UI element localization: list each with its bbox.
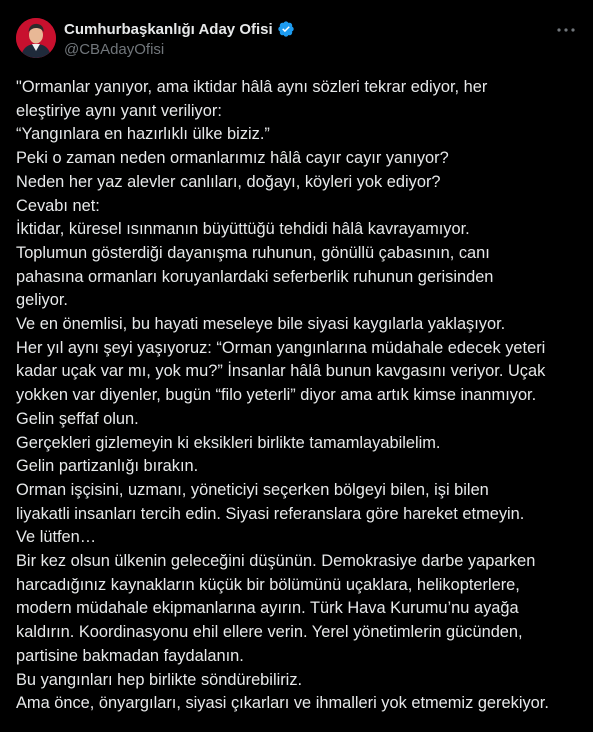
verified-badge-icon xyxy=(277,20,295,38)
tweet-text-line: Her yıl aynı şeyi yaşıyoruz: “Orman yangınlarına müdahale edecek yeteri xyxy=(16,338,546,357)
tweet-text-line: eleştiriye aynı yanıt veriliyor: xyxy=(16,101,222,120)
author-display-name[interactable]: Cumhurbaşkanlığı Aday Ofisi xyxy=(64,20,273,38)
tweet-text-line: Ve lütfen… xyxy=(16,528,97,547)
tweet-text-line: Gerçekleri gizlemeyin ki eksikleri birlikte tamamlayabilelim. xyxy=(16,433,441,452)
more-options-icon[interactable] xyxy=(555,20,577,40)
tweet-text-line: modern müdahale ekipmanlarına ayırın. Türk Hava Kurumu’nu ayağa xyxy=(16,599,519,618)
tweet-text-line: kaldırın. Koordinasyonu ehil ellere verin. Yerel yönetimlerin gücünden, xyxy=(16,623,523,642)
tweet-text-line: liyakatli insanları tercih edin. Siyasi referanslara göre hareket etmeyin. xyxy=(16,504,525,523)
tweet-text-line: İktidar, küresel ısınmanın büyüttüğü tehdidi hâlâ kavrayamıyor. xyxy=(16,220,470,239)
tweet-text-line: geliyor. xyxy=(16,291,68,310)
tweet-text-line: Toplumun gösterdiği dayanışma ruhunun, gönüllü çabasının, canı xyxy=(16,243,490,262)
tweet-text-line: “Yangınlara en hazırlıklı ülke biziz.” xyxy=(16,125,270,144)
tweet-text-line: Gelin partizanlığı bırakın. xyxy=(16,457,199,476)
tweet-text-line: Ve en önemlisi, bu hayati meseleye bile siyasi kaygılarla yaklaşıyor. xyxy=(16,315,506,334)
tweet-text-line: "Ormanlar yanıyor, ama iktidar hâlâ aynı sözleri tekrar ediyor, her xyxy=(16,78,488,96)
tweet-text-line: Ama önce, önyargıları, siyasi çıkarları ve ihmalleri yok etmemiz gerekiyor. xyxy=(16,694,549,713)
tweet-text-line: kadar uçak var mı, yok mu?” İnsanlar hâlâ bunun kavgasını veriyor. Uçak xyxy=(16,362,546,381)
tweet-text-line: pahasına ormanları koruyanlardaki seferberlik ruhunun gerisinden xyxy=(16,267,494,286)
tweet-header xyxy=(16,14,577,62)
tweet-text-line: Bir kez olsun ülkenin geleceğini düşünün. Demokrasiye darbe yaparken xyxy=(16,552,536,571)
tweet-text-line: Peki o zaman neden ormanlarımız hâlâ cayır cayır yanıyor? xyxy=(16,149,449,168)
author-block xyxy=(64,19,295,58)
tweet-text-line: yokken var diyenler, bugün “filo yeterli” diyor ama artık kimse inanmıyor. xyxy=(16,386,537,405)
tweet-text-line: Cevabı net: xyxy=(16,196,100,215)
tweet-text-line: Bu yangınları hep birlikte söndürebiliriz. xyxy=(16,670,303,689)
tweet-text-line: harcadığınız kaynakların küçük bir bölümünü uçaklara, helikopterlere, xyxy=(16,575,520,594)
profile-avatar[interactable] xyxy=(16,18,56,58)
tweet-text-line: Neden her yaz alevler canlıları, doğayı, köyleri yok ediyor? xyxy=(16,172,441,191)
tweet-text-line: partisine bakmadan faydalanın. xyxy=(16,646,244,665)
tweet-text-line: Gelin şeffaf olun. xyxy=(16,409,139,428)
tweet-text-line: Orman işçisini, uzmanı, yöneticiyi seçerken bölgeyi bilen, işi bilen xyxy=(16,480,489,499)
tweet-text xyxy=(16,76,578,716)
author-handle[interactable]: @CBAdayOfisi xyxy=(64,41,165,58)
